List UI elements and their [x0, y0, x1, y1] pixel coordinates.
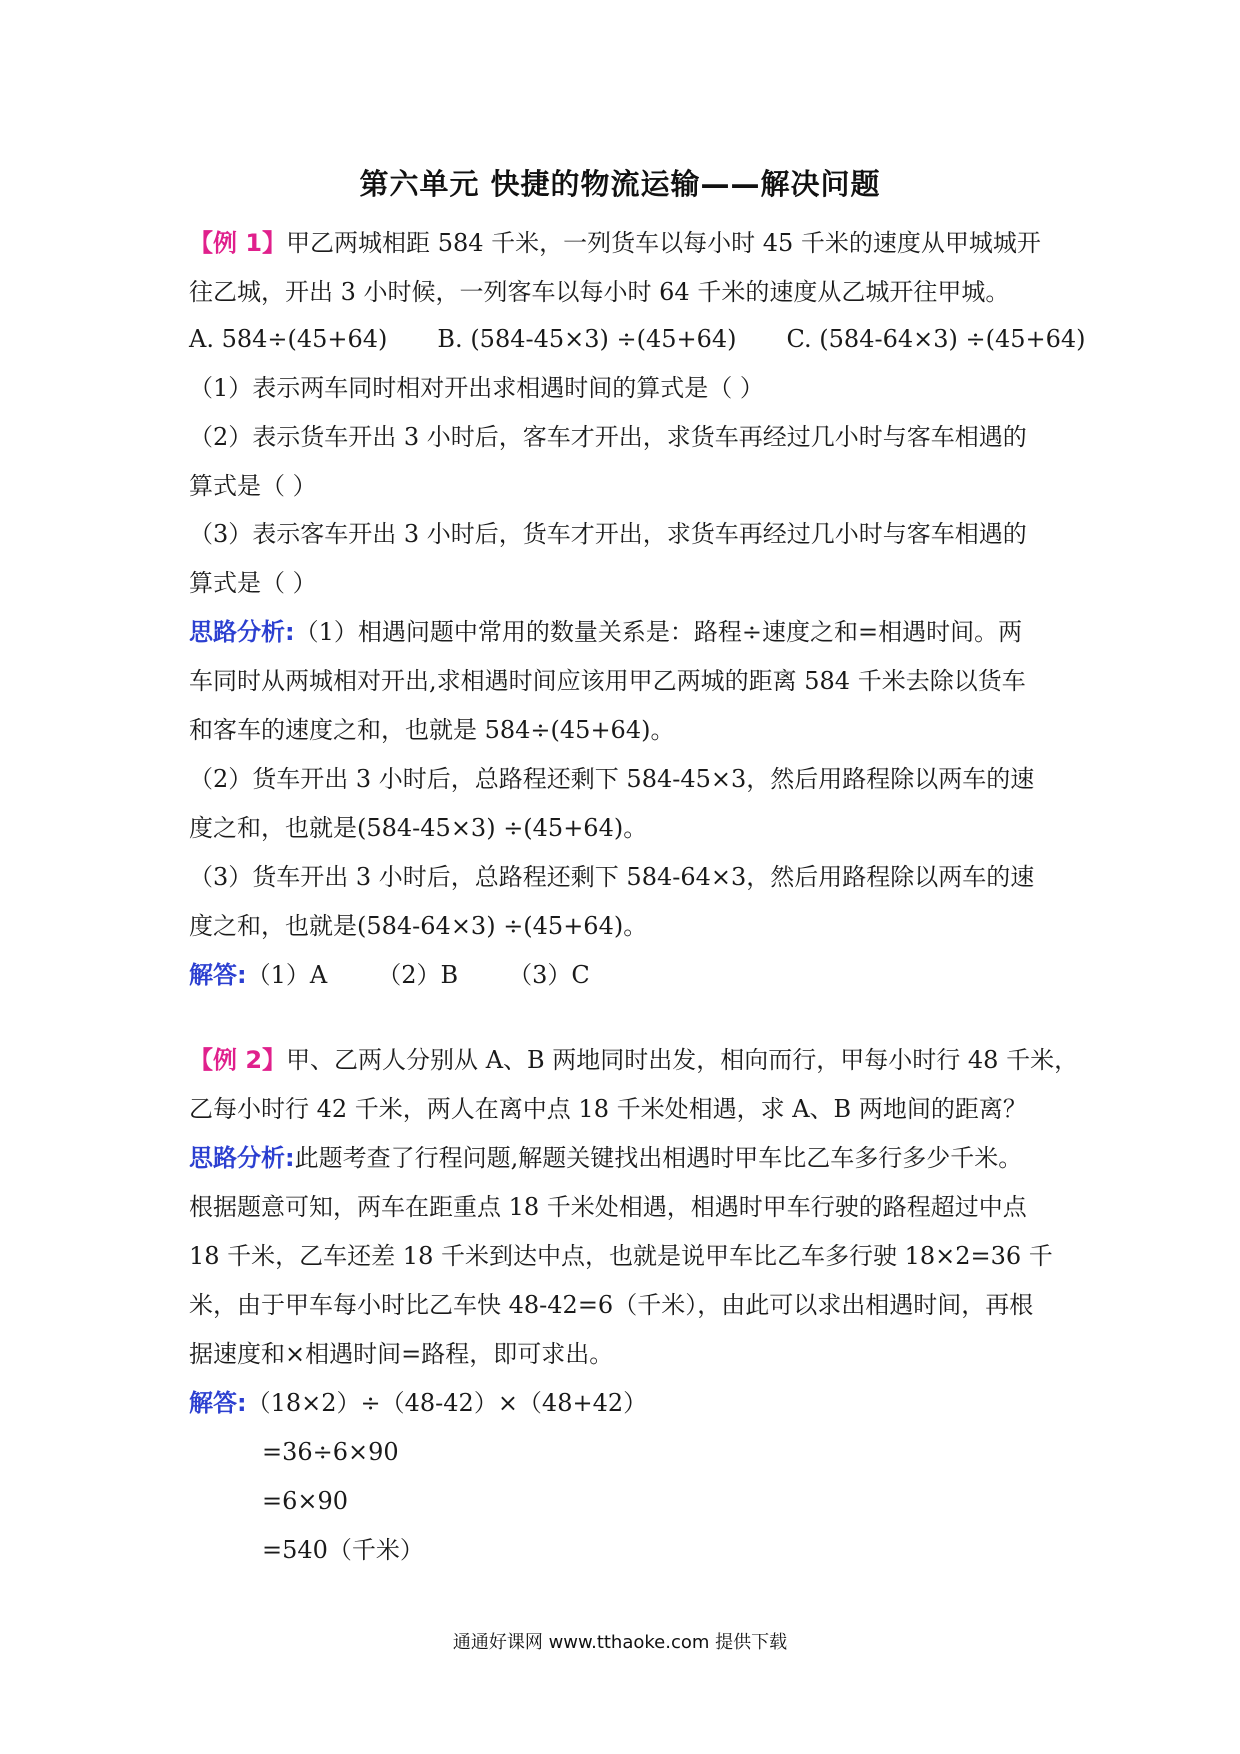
example2-analysis-label: 思路分析:	[189, 1144, 295, 1172]
page-title: 第六单元 快捷的物流运输——解决问题	[359, 167, 881, 201]
example1-analysis-text1: （1）相遇问题中常用的数量关系是：路程÷速度之和=相遇时间。两	[294, 618, 1023, 646]
example2-text1: 甲、乙两人分别从 A、B 两地同时出发，相向而行，甲每小时行 48 千米，	[286, 1046, 1079, 1074]
example1-question2-line2: 算式是（ ）	[189, 472, 317, 500]
example2-analysis-line1	[189, 1143, 1059, 1173]
example1-analysis-label: 思路分析:	[189, 618, 295, 646]
example1-analysis-line6: （3）货车开出 3 小时后，总路程还剩下 584-64×3，然后用路程除以两车的速	[189, 863, 1035, 891]
example1-text1: 甲乙两城相距 584 千米，一列货车以每小时 45 千米的速度从甲城城开	[286, 229, 1041, 257]
option-c: C. (584-64×3) ÷(45+64)	[786, 325, 1086, 353]
example1-analysis-line2: 车同时从两城相对开出,求相遇时间应该用甲乙两城的距离 584 千米去除以货车	[189, 667, 1026, 695]
example1-line1	[189, 228, 1059, 258]
example1-analysis-line5: 度之和，也就是(584-45×3) ÷(45+64)。	[189, 814, 648, 842]
example1-answer-1: （1）A	[246, 961, 328, 989]
example1-answer-3: （3）C	[508, 961, 590, 989]
example1-answer-2: （2）B	[377, 961, 459, 989]
example1-analysis-line4: （2）货车开出 3 小时后，总路程还剩下 584-45×3，然后用路程除以两车的速	[189, 765, 1035, 793]
page-footer: 通通好课网 www.tthaoke.com 提供下载	[452, 1632, 788, 1653]
example2-analysis-line4: 米，由于甲车每小时比乙车快 48-42=6（千米），由此可以求出相遇时间，再根	[189, 1291, 1034, 1319]
example2-answer-label: 解答:	[189, 1389, 247, 1417]
example1-answer	[189, 960, 1059, 990]
example2-step2: =36÷6×90	[262, 1438, 399, 1466]
example1-question3-line1: （3）表示客车开出 3 小时后，货车才开出，求货车再经过几小时与客车相遇的	[189, 520, 1027, 548]
example2-step4: =540（千米）	[262, 1536, 424, 1564]
example2-line1	[189, 1045, 1079, 1075]
example1-analysis-line1	[189, 617, 1059, 647]
example1-options	[189, 324, 1086, 354]
example2-analysis-text1: 此题考查了行程问题,解题关键找出相遇时甲车比乙车多行多少千米。	[294, 1144, 1023, 1172]
example2-analysis-line3: 18 千米，乙车还差 18 千米到达中点，也就是说甲车比乙车多行驶 18×2=36 千	[189, 1242, 1053, 1270]
example1-tag: 【例 1】	[189, 229, 287, 257]
example2-tag: 【例 2】	[189, 1046, 287, 1074]
example2-step1: （18×2）÷（48-42）×（48+42）	[246, 1389, 648, 1417]
example1-analysis-line7: 度之和，也就是(584-64×3) ÷(45+64)。	[189, 912, 648, 940]
example1-answer-label: 解答:	[189, 961, 247, 989]
example1-question2-line1: （2）表示货车开出 3 小时后，客车才开出，求货车再经过几小时与客车相遇的	[189, 423, 1027, 451]
example1-line2: 往乙城，开出 3 小时候，一列客车以每小时 64 千米的速度从乙城开往甲城。	[189, 278, 1010, 306]
option-a: A. 584÷(45+64)	[189, 325, 388, 353]
example2-answer-line1	[189, 1388, 1059, 1418]
example2-analysis-line5: 据速度和×相遇时间=路程，即可求出。	[189, 1340, 614, 1368]
example1-analysis-line3: 和客车的速度之和，也就是 584÷(45+64)。	[189, 716, 675, 744]
example2-line2: 乙每小时行 42 千米，两人在离中点 18 千米处相遇，求 A、B 两地间的距离？	[189, 1095, 1027, 1123]
example2-step3: =6×90	[262, 1487, 349, 1515]
example1-question1: （1）表示两车同时相对开出求相遇时间的算式是（ ）	[189, 374, 764, 402]
example1-question3-line2: 算式是（ ）	[189, 569, 317, 597]
option-b: B. (584-45×3) ÷(45+64)	[437, 325, 737, 353]
example2-analysis-line2: 根据题意可知，两车在距重点 18 千米处相遇，相遇时甲车行驶的路程超过中点	[189, 1193, 1027, 1221]
